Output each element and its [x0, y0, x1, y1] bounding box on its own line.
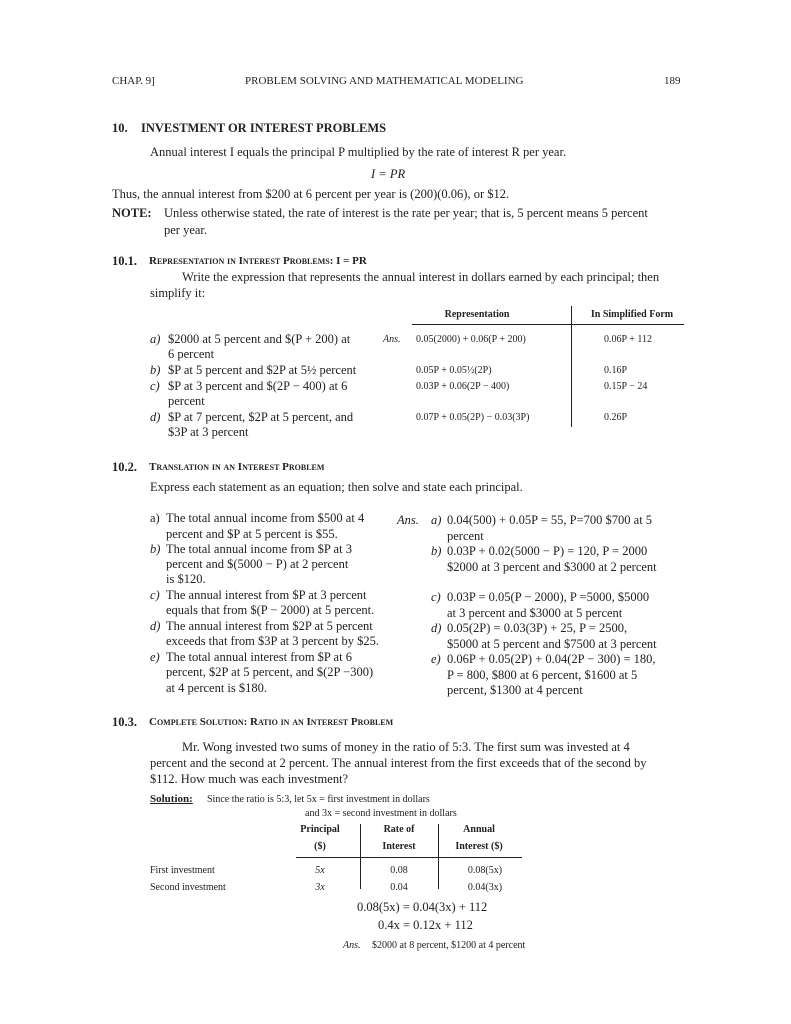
- problem-heading: Representation in Interest Problems: I = PR: [149, 255, 367, 267]
- item-answer-line1: 0.03P + 0.02(5000 − P) = 120, P = 2000: [447, 544, 648, 558]
- problem-text-line3: $112. How much was each investment?: [150, 772, 349, 786]
- item-question-line1: The total annual interest from $P at 6: [166, 650, 352, 664]
- problem-number: 10.3.: [112, 715, 137, 729]
- item-answer-line2: at 3 percent and $3000 at 5 percent: [447, 606, 623, 620]
- item-question-line3: is $120.: [166, 572, 206, 586]
- item-answer-label: a): [431, 513, 442, 527]
- item-simplified: 0.26P: [604, 412, 628, 423]
- equation-line1: 0.08(5x) = 0.04(3x) + 112: [357, 900, 488, 914]
- column-header-principal: Principal: [300, 824, 340, 835]
- column-header-rate: Rate of: [383, 824, 415, 835]
- item-question-line3: at 4 percent is $180.: [166, 681, 268, 695]
- column-header-rate-line2: Interest: [382, 841, 416, 852]
- item-simplified: 0.06P + 112: [604, 334, 652, 345]
- item-representation: 0.05(2000) + 0.06(P + 200): [416, 334, 526, 345]
- row-principal: 5x: [315, 865, 325, 876]
- item-label: c): [150, 379, 160, 393]
- row-rate: 0.08: [390, 865, 408, 876]
- item-question-line1: The total annual income from $500 at 4: [166, 511, 365, 525]
- item-question-line2: percent and $P at 5 percent is $55.: [166, 527, 338, 541]
- item-answer-line1: 0.03P = 0.05(P − 2000), P =5000, $5000: [447, 590, 650, 604]
- table-header-rule: [296, 857, 522, 858]
- answer-label: Ans.: [383, 334, 401, 345]
- item-question-line1: The annual interest from $2P at 5 percent: [166, 619, 373, 633]
- item-question-line1: The total annual income from $P at 3: [166, 542, 352, 556]
- problem-text-line2: percent and the second at 2 percent. The annual interest from the first exceeds that of the second by: [150, 756, 647, 770]
- solution-text-line2: and 3x = second investment in dollars: [305, 808, 457, 819]
- item-label: a): [150, 332, 161, 346]
- item-representation: 0.07P + 0.05(2P) − 0.03(3P): [416, 412, 530, 423]
- item-representation: 0.03P + 0.06(2P − 400): [416, 381, 510, 392]
- item-question-line1: $P at 5 percent and $2P at 5½ percent: [168, 363, 357, 377]
- answer-label: Ans.: [397, 513, 419, 527]
- item-answer-line2: P = 800, $800 at 6 percent, $1600 at 5: [447, 668, 638, 682]
- item-label: d): [150, 410, 161, 424]
- problem-instruction-line2: simplify it:: [150, 286, 206, 300]
- column-header-representation: Representation: [444, 309, 510, 320]
- item-answer-label: d): [431, 621, 442, 635]
- item-simplified: 0.15P − 24: [604, 381, 648, 392]
- item-label: d): [150, 619, 161, 633]
- item-question-line2: percent and $(5000 − P) at 2 percent: [166, 557, 349, 571]
- item-question-line2: equals that from $(P − 2000) at 5 percent.: [166, 603, 375, 617]
- running-title: PROBLEM SOLVING AND MATHEMATICAL MODELING: [245, 75, 524, 87]
- section-intro: Annual interest I equals the principal P multiplied by the rate of interest R per year.: [150, 145, 567, 159]
- problem-number: 10.2.: [112, 460, 137, 474]
- table-column-divider: [438, 824, 439, 889]
- item-label: b): [150, 363, 161, 377]
- item-representation: 0.05P + 0.05½(2P): [416, 365, 492, 376]
- item-label: b): [150, 542, 161, 556]
- final-answer: $2000 at 8 percent, $1200 at 4 percent: [372, 940, 526, 951]
- item-question-line2: $3P at 3 percent: [168, 425, 249, 439]
- table-column-divider: [360, 824, 361, 889]
- item-label: a): [150, 511, 160, 525]
- item-question-line2: 6 percent: [168, 347, 215, 361]
- item-question-line2: exceeds that from $3P at 3 percent by $25.: [166, 634, 380, 648]
- item-answer-line3: percent, $1300 at 4 percent: [447, 683, 583, 697]
- solution-text-line1: Since the ratio is 5:3, let 5x = first investment in dollars: [207, 794, 430, 805]
- problem-heading: Complete Solution: Ratio in an Interest Problem: [149, 716, 394, 728]
- row-principal: 3x: [315, 882, 325, 893]
- column-header-simplified: In Simplified Form: [590, 309, 674, 320]
- interest-formula: I = PR: [371, 167, 406, 181]
- item-answer-line1: 0.05(2P) = 0.03(3P) + 25, P = 2500,: [447, 621, 628, 635]
- item-simplified: 0.16P: [604, 365, 628, 376]
- row-interest: 0.08(5x): [467, 865, 503, 876]
- row-interest: 0.04(3x): [467, 882, 503, 893]
- problem-instruction: Express each statement as an equation; then solve and state each principal.: [150, 480, 523, 494]
- table-header-rule: [412, 324, 684, 325]
- equation-line2: 0.4x = 0.12x + 112: [378, 918, 473, 932]
- item-answer-label: e): [431, 652, 441, 666]
- item-answer-line2: percent: [447, 529, 484, 543]
- page-number: 189: [664, 75, 681, 87]
- item-answer-label: c): [431, 590, 441, 604]
- column-header-annual-interest-unit: Interest ($): [455, 841, 503, 852]
- column-header-principal-unit: ($): [314, 841, 326, 852]
- item-answer-line2: $2000 at 3 percent and $3000 at 2 percent: [447, 560, 657, 574]
- interest-example: Thus, the annual interest from $200 at 6 percent per year is (200)(0.06), or $12.: [112, 187, 510, 201]
- item-question-line1: $P at 7 percent, $2P at 5 percent, and: [168, 410, 354, 424]
- item-question-line1: The annual interest from $P at 3 percent: [166, 588, 367, 602]
- problem-number: 10.1.: [112, 254, 137, 268]
- problem-heading: Translation in an Interest Problem: [149, 461, 325, 473]
- note-text-line1: Unless otherwise stated, the rate of interest is the rate per year; that is, 5 percent means 5 percent: [164, 206, 648, 220]
- row-name: Second investment: [150, 882, 226, 893]
- row-rate: 0.04: [390, 882, 408, 893]
- chapter-label: CHAP. 9]: [112, 75, 155, 87]
- problem-text-line1: Mr. Wong invested two sums of money in the ratio of 5:3. The first sum was invested at 4: [182, 740, 630, 754]
- item-label: e): [150, 650, 160, 664]
- note-text-line2: per year.: [164, 223, 208, 237]
- item-answer-label: b): [431, 544, 442, 558]
- section-heading: INVESTMENT OR INTEREST PROBLEMS: [141, 121, 387, 135]
- problem-instruction-line1: Write the expression that represents the annual interest in dollars earned by each principal; then: [182, 270, 660, 284]
- item-question-line2: percent, $2P at 5 percent, and $(2P −300): [166, 665, 374, 679]
- column-header-annual-interest: Annual: [463, 824, 495, 835]
- note-label: NOTE:: [112, 206, 152, 220]
- item-answer-line1: 0.06P + 0.05(2P) + 0.04(2P − 300) = 180,: [447, 652, 656, 666]
- item-answer-line2: $5000 at 5 percent and $7500 at 3 percent: [447, 637, 657, 651]
- item-answer-line1: 0.04(500) + 0.05P = 55, P=700 $700 at 5: [447, 513, 653, 527]
- item-question-line2: percent: [168, 394, 205, 408]
- answer-label: Ans.: [343, 940, 361, 951]
- item-question-line1: $P at 3 percent and $(2P − 400) at 6: [168, 379, 348, 393]
- table-column-divider: [571, 306, 572, 427]
- section-number: 10.: [112, 121, 128, 135]
- item-label: c): [150, 588, 160, 602]
- item-question-line1: $2000 at 5 percent and $(P + 200) at: [168, 332, 351, 346]
- row-name: First investment: [150, 865, 215, 876]
- solution-label: Solution:: [150, 793, 193, 805]
